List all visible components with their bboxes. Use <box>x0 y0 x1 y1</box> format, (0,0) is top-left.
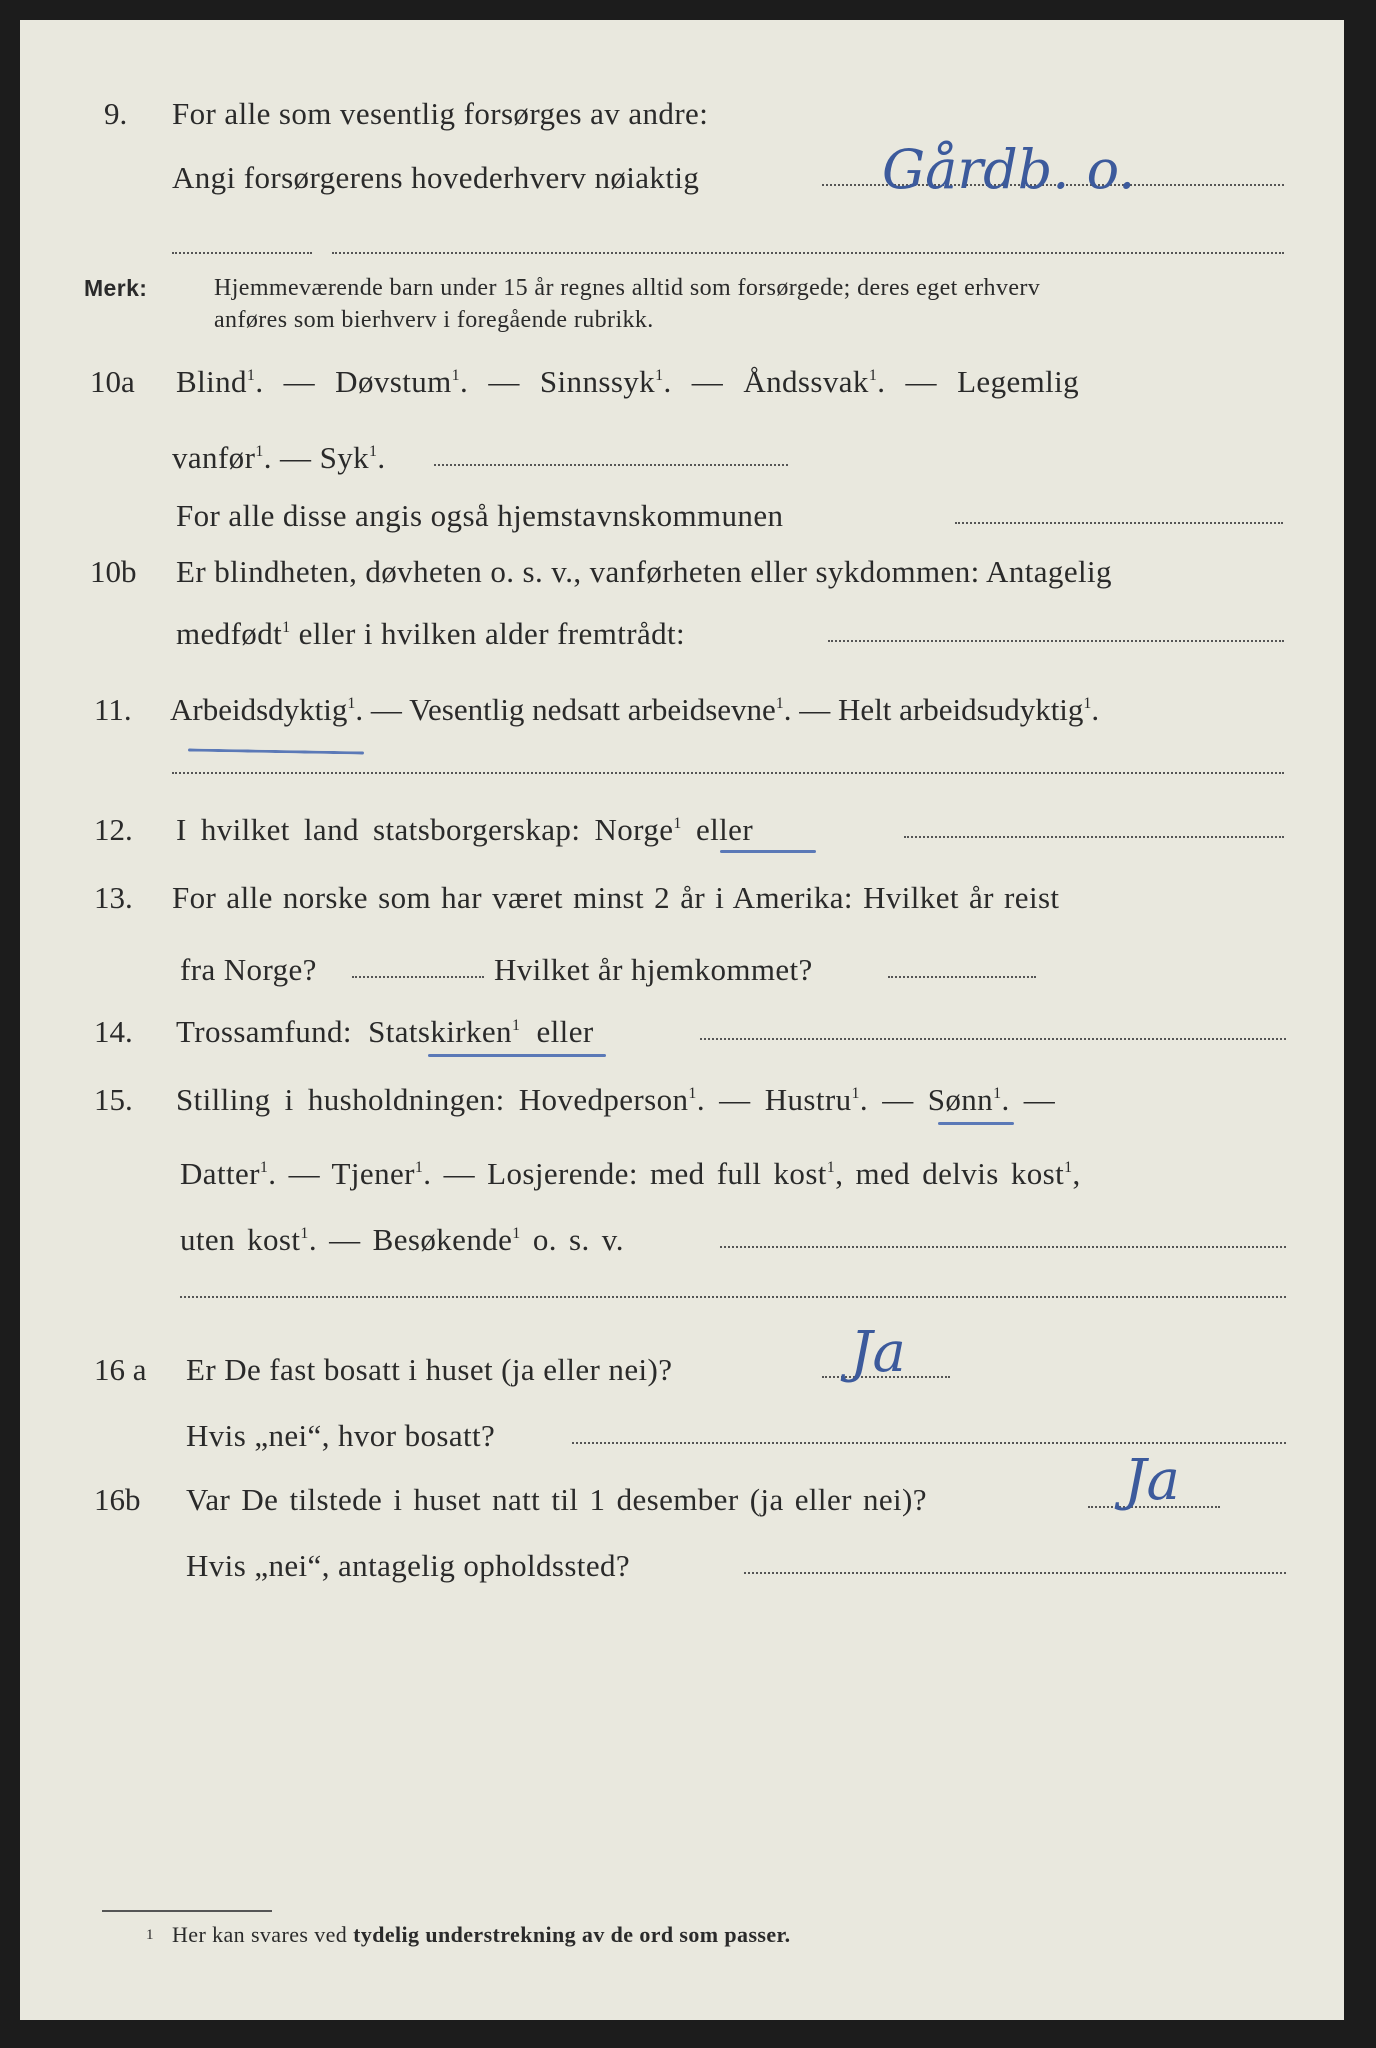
q11-line: Arbeidsdyktig$^1$. — Vesentlig nedsatt arbeidsevne$^1$. — Helt arbeidsudyktig$^1$. <box>170 692 1100 727</box>
q10b-line2: medfødt$^1$ eller i hvilken alder fremtrådt: <box>176 616 686 651</box>
q11-answer-line <box>172 772 1284 774</box>
q15-answer-line <box>720 1246 1286 1248</box>
q10a-line1: Blind$^1$. — Døvstum$^1$. — Sinnssyk$^1$. — Åndssvak$^1$. — Legemlig <box>176 364 1080 399</box>
q13-hjem-line <box>888 976 1036 978</box>
q13-line2a: fra Norge? <box>180 952 317 987</box>
q16a-handwritten-answer: Ja <box>850 1320 906 1385</box>
q11-number: 11. <box>94 692 132 727</box>
q9-line1: For alle som vesentlig forsørges av andre: <box>172 96 709 131</box>
q12-number: 12. <box>94 812 133 847</box>
q9-number: 9. <box>104 96 128 131</box>
q10b-number: 10b <box>90 554 137 589</box>
q16b-line1: Var De tilstede i huset natt til 1 desember (ja eller nei)? <box>186 1482 927 1517</box>
q10a-line3: For alle disse angis også hjemstavnskommunen <box>176 498 784 533</box>
footnote-text: Her kan svares ved tydelig understrekning av de ord som passer. <box>172 1922 791 1947</box>
footnote-mark: 1 <box>146 1927 154 1943</box>
footnote-rule <box>102 1910 272 1912</box>
q15-number: 15. <box>94 1082 133 1117</box>
q14-line: Trossamfund: Statskirken$^1$ eller <box>176 1014 594 1049</box>
q14-answer-line <box>700 1038 1286 1040</box>
q13-line2b: Hvilket år hjemkommet? <box>494 952 813 987</box>
q9-handwritten-answer: Gårdb. o. <box>882 138 1136 201</box>
q9-extra-line-b <box>332 252 1284 254</box>
q15-extra-line <box>180 1296 1286 1298</box>
q12-norge-underline <box>720 850 816 853</box>
q15-hustru-underline <box>938 1122 1014 1125</box>
q10b-line1: Er blindheten, døvheten o. s. v., vanførheten eller sykdommen: Antagelig <box>176 554 1112 589</box>
q13-number: 13. <box>94 880 133 915</box>
q16a-bosatt-line <box>572 1442 1286 1444</box>
merk-label: Merk: <box>84 275 148 301</box>
q14-number: 14. <box>94 1014 133 1049</box>
q16a-line2: Hvis „nei“, hvor bosatt? <box>186 1418 496 1453</box>
q9-extra-line-a <box>172 252 312 254</box>
census-form-page <box>20 20 1344 2020</box>
q16a-number: 16 a <box>94 1352 147 1387</box>
q14-statskirken-underline <box>428 1054 606 1057</box>
q12-answer-line <box>904 836 1284 838</box>
q10b-answer-line <box>828 640 1284 642</box>
q10a-kommune-line <box>955 522 1283 524</box>
q16b-opholdssted-line <box>744 1572 1286 1574</box>
q13-reist-line <box>352 976 484 978</box>
q16a-line1: Er De fast bosatt i huset (ja eller nei)? <box>186 1352 673 1387</box>
q16b-number: 16b <box>94 1482 141 1517</box>
q16b-handwritten-answer: Ja <box>1124 1448 1180 1513</box>
q10a-number: 10a <box>90 364 135 399</box>
q11-underline-mark <box>188 748 364 754</box>
q9-line2: Angi forsørgerens hovederhverv nøiaktig <box>172 160 700 195</box>
q10a-line2: vanfør$^1$. — Syk$^1$. <box>172 440 386 475</box>
merk-line1: Hjemmeværende barn under 15 år regnes alltid som forsørgede; deres eget erhverv <box>214 275 1041 301</box>
q10a-syk-line <box>434 464 788 466</box>
q16b-line2: Hvis „nei“, antagelig opholdssted? <box>186 1548 631 1583</box>
q13-line1: For alle norske som har været minst 2 år i Amerika: Hvilket år reist <box>172 880 1060 915</box>
q15-line1: Stilling i husholdningen: Hovedperson$^1$. — Hustru$^1$. — Sønn$^1$. — <box>176 1082 1056 1117</box>
q15-line2: Datter$^1$. — Tjener$^1$. — Losjerende: med full kost$^1$, med delvis kost$^1$, <box>180 1156 1081 1191</box>
q15-line3: uten kost$^1$. — Besøkende$^1$ o. s. v. <box>180 1222 624 1257</box>
merk-line2: anføres som bierhverv i foregående rubrikk. <box>214 307 654 333</box>
q12-line: I hvilket land statsborgerskap: Norge$^1$ eller <box>176 812 754 847</box>
